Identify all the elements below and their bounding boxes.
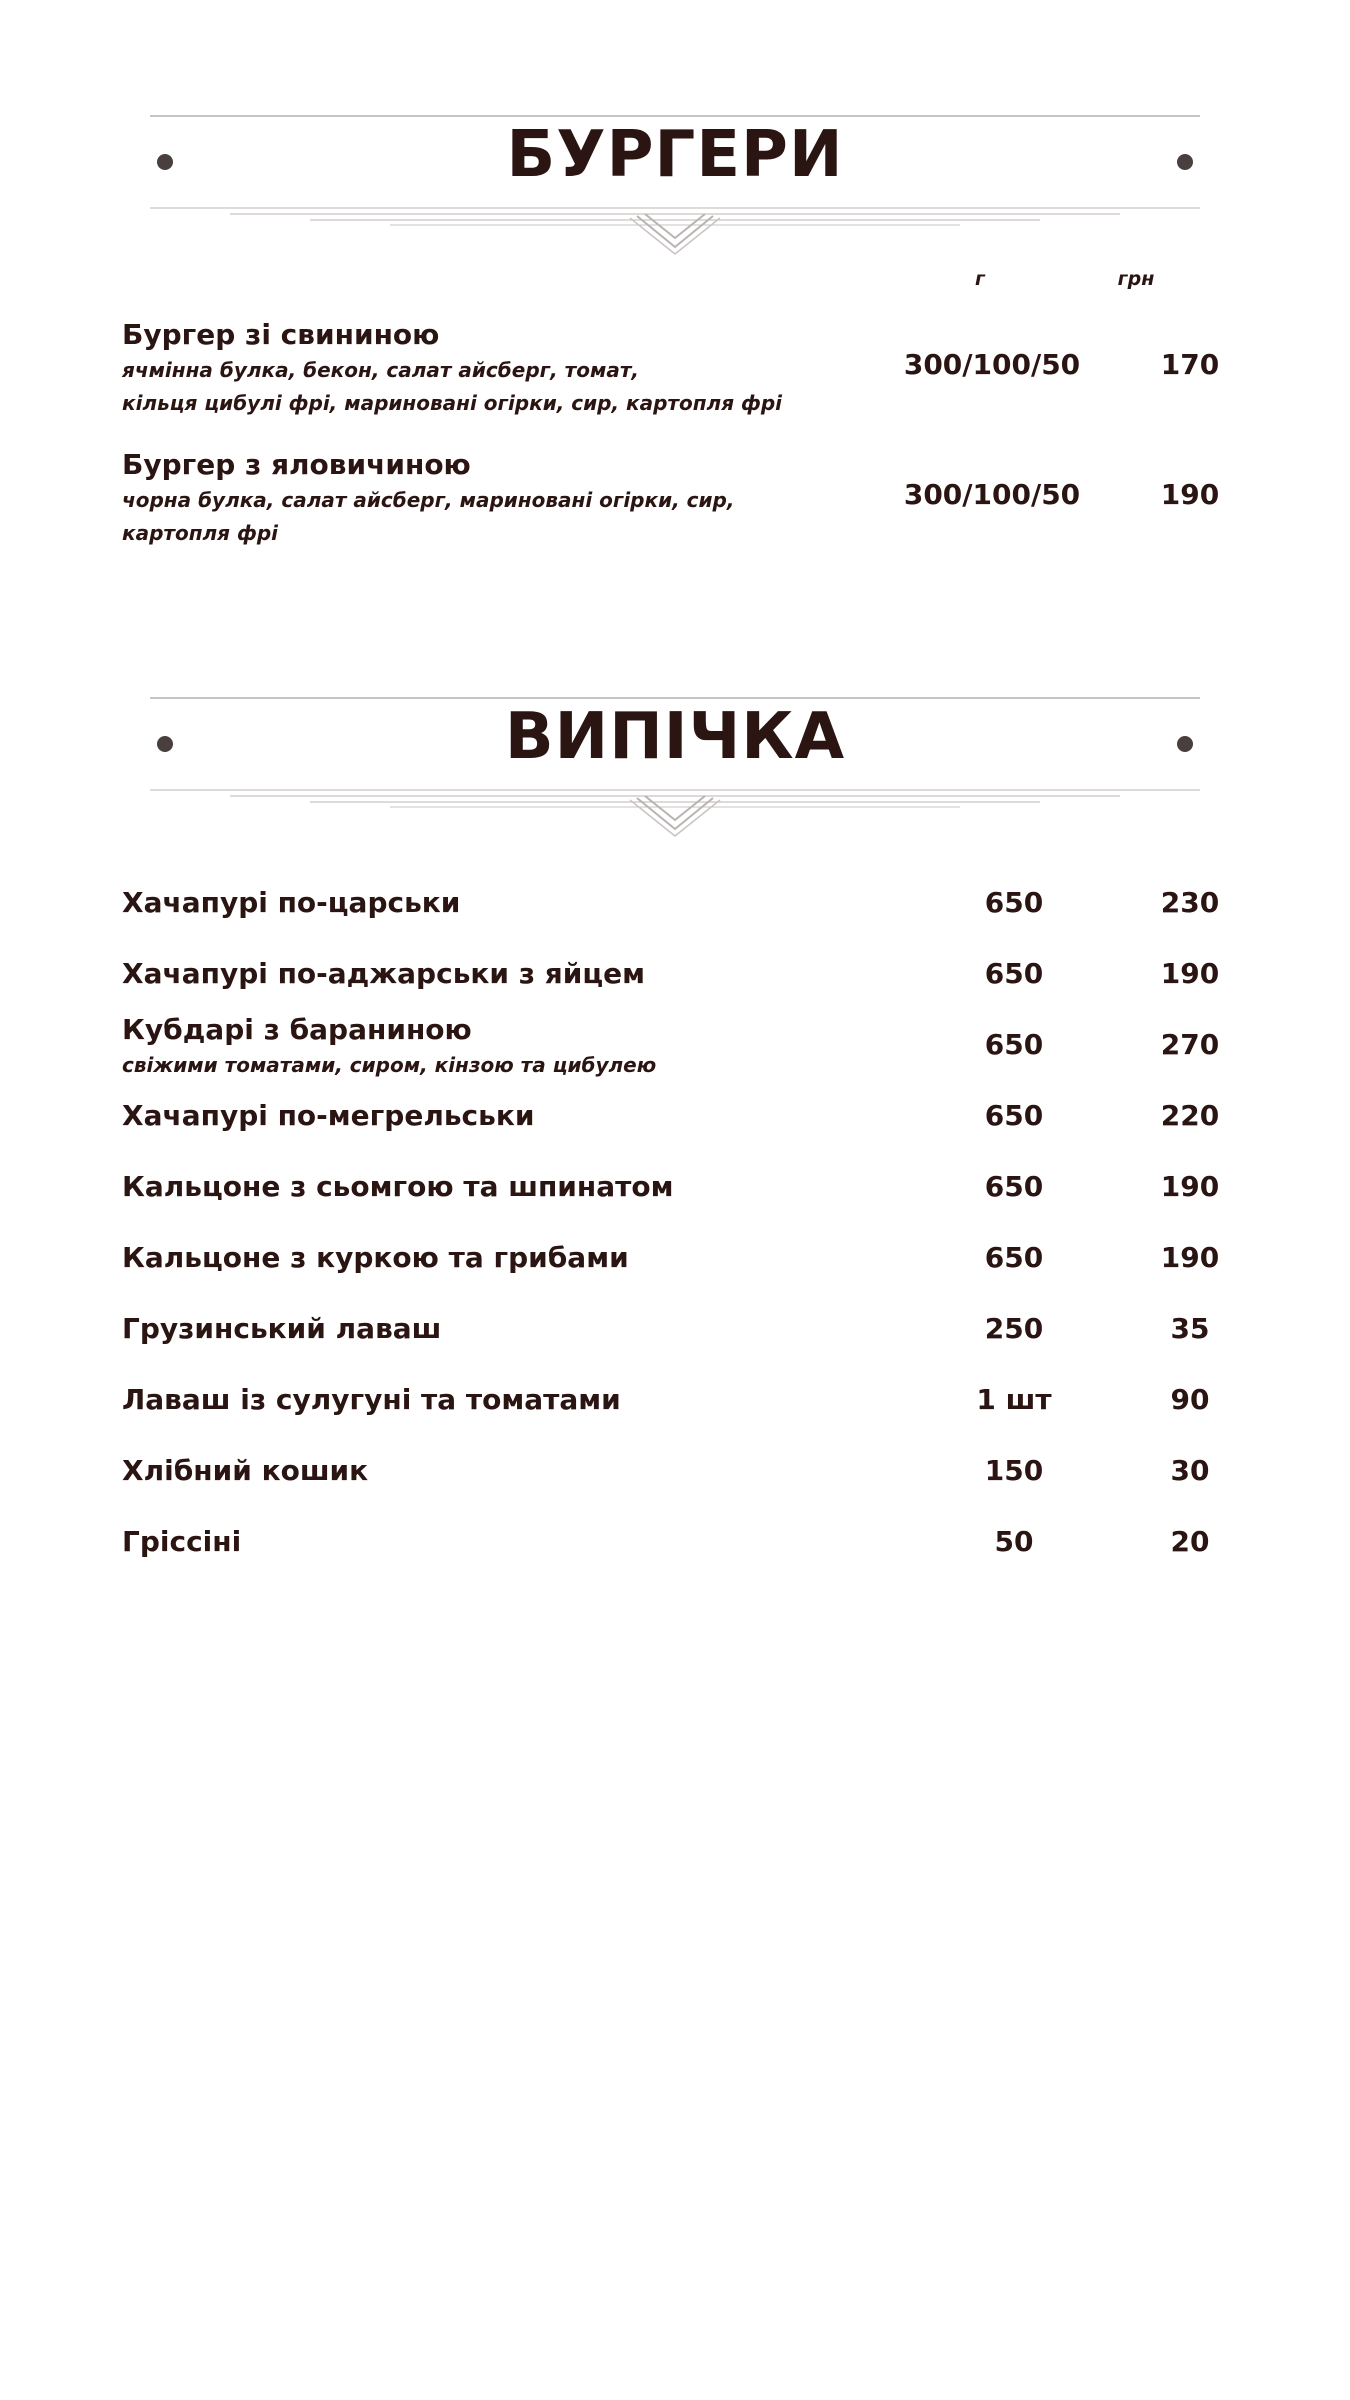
item-name: Лаваш із сулугуні та томатами xyxy=(122,1383,621,1416)
item-description: свіжими томатами, сиром, кінзою та цибулею xyxy=(122,1053,657,1077)
item-price: 20 xyxy=(1170,1525,1210,1558)
item-price: 190 xyxy=(1160,957,1220,990)
section-title: БУРГЕРИ xyxy=(506,118,844,192)
item-weight: 650 xyxy=(984,1028,1044,1061)
item-weight: 650 xyxy=(984,1170,1044,1203)
item-price: 190 xyxy=(1160,478,1220,511)
item-weight: 150 xyxy=(984,1454,1044,1487)
section-banner xyxy=(140,692,1210,832)
item-price: 35 xyxy=(1170,1312,1210,1345)
item-weight: 250 xyxy=(984,1312,1044,1345)
item-weight: 650 xyxy=(984,1099,1044,1132)
item-weight: 300/100/50 xyxy=(903,348,1081,381)
item-description: картопля фрі xyxy=(122,521,279,545)
price-column-header: грн xyxy=(1117,268,1155,290)
item-price: 170 xyxy=(1160,348,1220,381)
item-weight: 50 xyxy=(994,1525,1034,1558)
weight-column-header: г xyxy=(975,268,985,290)
item-name: Хачапурі по-мегрельськи xyxy=(122,1099,535,1132)
item-name: Кальцоне з сьомгою та шпинатом xyxy=(122,1170,674,1203)
item-name: Кубдарі з бараниною xyxy=(122,1013,472,1046)
item-weight: 300/100/50 xyxy=(903,478,1081,511)
item-price: 190 xyxy=(1160,1170,1220,1203)
item-name: Грузинський лаваш xyxy=(122,1312,442,1345)
item-name: Гріссіні xyxy=(122,1525,242,1558)
item-description: кільця цибулі фрі, мариновані огірки, сир, картопля фрі xyxy=(122,391,783,415)
item-price: 30 xyxy=(1170,1454,1210,1487)
item-price: 270 xyxy=(1160,1028,1220,1061)
item-name: Хачапурі по-аджарськи з яйцем xyxy=(122,957,646,990)
item-weight: 650 xyxy=(984,886,1044,919)
item-name: Хлібний кошик xyxy=(122,1454,369,1487)
item-description: ячмінна булка, бекон, салат айсберг, томат, xyxy=(122,358,640,382)
item-weight: 650 xyxy=(984,957,1044,990)
item-name: Бургер з яловичиною xyxy=(122,448,471,481)
item-price: 190 xyxy=(1160,1241,1220,1274)
item-name: Бургер зі свининою xyxy=(122,318,440,351)
item-description: чорна булка, салат айсберг, мариновані огірки, сир, xyxy=(122,488,735,512)
section-banner xyxy=(140,110,1210,250)
item-price: 90 xyxy=(1170,1383,1210,1416)
item-weight: 650 xyxy=(984,1241,1044,1274)
section-title: ВИПІЧКА xyxy=(504,700,846,774)
item-price: 220 xyxy=(1160,1099,1220,1132)
item-weight: 1 шт xyxy=(976,1383,1052,1416)
item-name: Хачапурі по-царськи xyxy=(122,886,461,919)
item-price: 230 xyxy=(1160,886,1220,919)
item-name: Кальцоне з куркою та грибами xyxy=(122,1241,629,1274)
